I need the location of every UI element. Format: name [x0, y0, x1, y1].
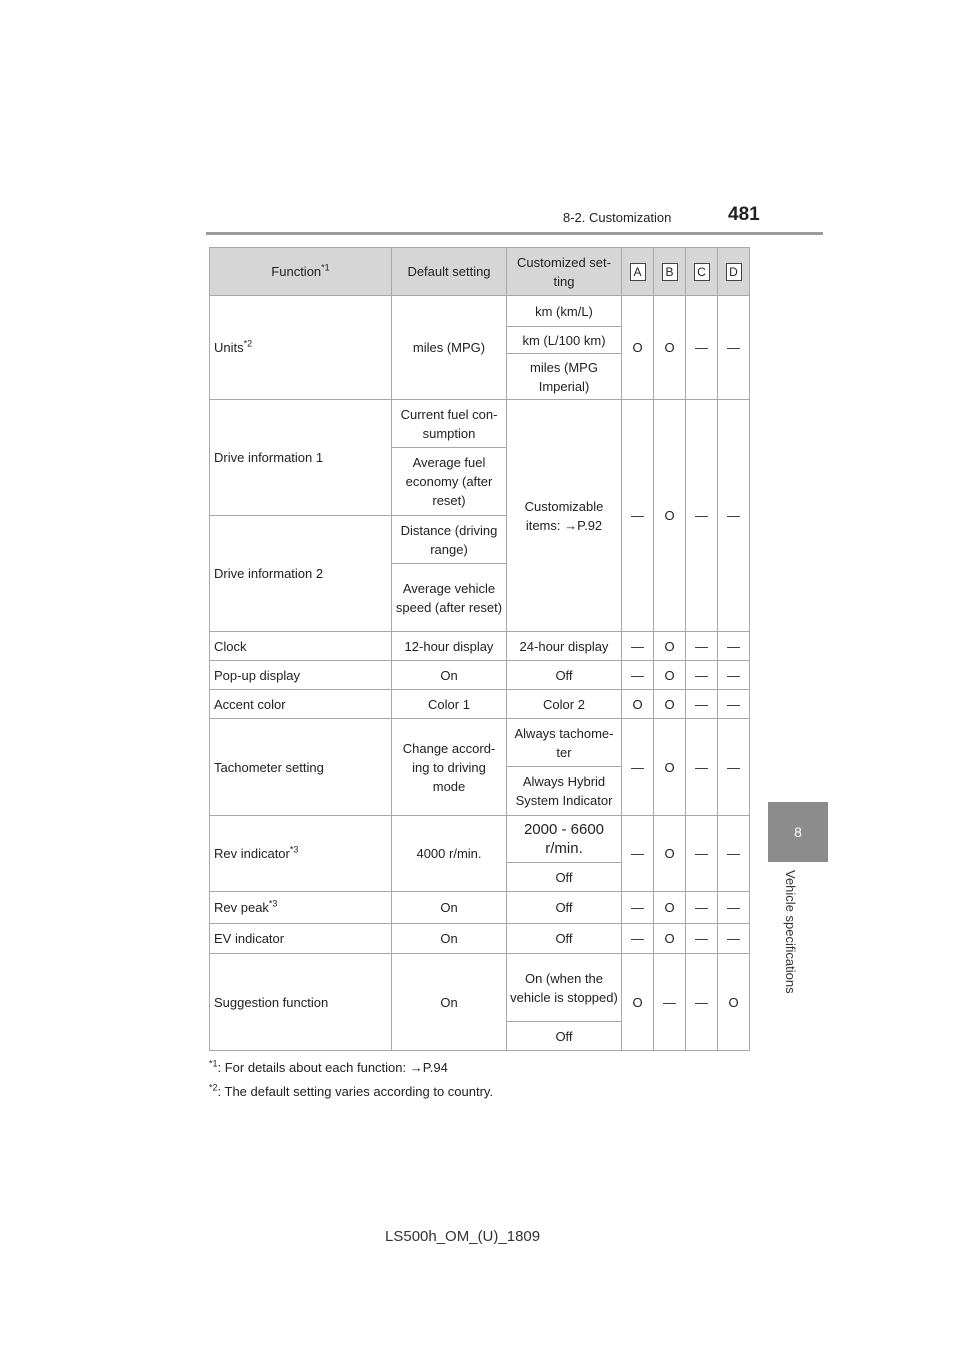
option: On (when the vehicle is stopped): [507, 954, 622, 1022]
chapter-title: [782, 870, 800, 1015]
option: km (km/L): [507, 296, 622, 327]
footnote-2: $^{*2}$: The default setting varies according to country.: [209, 1082, 494, 1099]
default-value: 12-hour display: [392, 632, 507, 661]
default-value: Average fuel economy (after reset): [392, 448, 507, 516]
default-value: 4000 r/min.: [392, 816, 507, 892]
table-row: Clock 12-hour display 24-hour display — O — —: [210, 632, 750, 661]
default-value: Color 1: [392, 690, 507, 719]
table-row: Tachometer setting Change accord-ing to driving mode Always tachome-ter — O — —: [210, 719, 750, 767]
row-label: Clock: [210, 632, 392, 661]
table-row: Drive information 1 Current fuel con-sumption Customizable items: →P.92 — O — —: [210, 400, 750, 448]
row-label: Rev peak$^{*3}$: [210, 892, 392, 924]
default-value: On: [392, 892, 507, 924]
footnotes: [209, 1060, 493, 1108]
header-customized: Customized set-ting: [507, 248, 622, 296]
row-label: Drive information 2: [210, 516, 392, 632]
page-number: 481: [728, 204, 760, 225]
header-b: B: [654, 248, 686, 296]
row-label: Rev indicator$^{*3}$: [210, 816, 392, 892]
option: km (L/100 km): [507, 327, 622, 354]
row-label: Tachometer setting: [210, 719, 392, 816]
table-row: Pop-up display On Off — O — —: [210, 661, 750, 690]
table-row: Accent color Color 1 Color 2 O O — —: [210, 690, 750, 719]
header-d: D: [718, 248, 750, 296]
option: Off: [507, 1022, 622, 1051]
option: Off: [507, 892, 622, 924]
table-row: EV indicator On Off — O — —: [210, 924, 750, 954]
option: 2000 - 6600 r/min.: [507, 816, 622, 863]
default-value: Change accord-ing to driving mode: [392, 719, 507, 816]
table-row: Rev indicator$^{*3}$ 4000 r/min. 2000 - 6600 r/min. — O — —: [210, 816, 750, 863]
option: Off: [507, 661, 622, 690]
chapter-number: 8: [794, 824, 802, 840]
table-row: Rev peak$^{*3}$ On Off — O — —: [210, 892, 750, 924]
option: Customizable items: →P.92: [507, 400, 622, 632]
default-value: On: [392, 924, 507, 954]
default-value: On: [392, 661, 507, 690]
default-value: On: [392, 954, 507, 1051]
header-c: C: [686, 248, 718, 296]
row-label: Accent color: [210, 690, 392, 719]
default-value: Current fuel con-sumption: [392, 400, 507, 448]
option: miles (MPG Imperial): [507, 354, 622, 400]
row-label: Pop-up display: [210, 661, 392, 690]
option: Always tachome-ter: [507, 719, 622, 767]
option: Color 2: [507, 690, 622, 719]
row-label: Drive information 1: [210, 400, 392, 516]
default-value: miles (MPG): [392, 296, 507, 400]
footnote-1: $^{*1}$: For details about each function: →P.94: [209, 1058, 448, 1075]
row-label: EV indicator: [210, 924, 392, 954]
row-label: Units$^{*2}$: [210, 296, 392, 400]
default-value: Average vehicle speed (after reset): [392, 564, 507, 632]
section-title: 8-2. Customization: [563, 210, 672, 225]
table-header-row: [210, 248, 750, 296]
option: Off: [507, 863, 622, 892]
header-a: A: [622, 248, 654, 296]
row-label: Suggestion function: [210, 954, 392, 1051]
header-default: Default setting: [392, 248, 507, 296]
header-divider: [206, 232, 823, 235]
header-function: Function$^{*1}$: [210, 248, 392, 296]
table-row: Units$^{*2}$ miles (MPG) km (km/L) O O — —: [210, 296, 750, 327]
chapter-title-text: Vehicle specifications: [783, 870, 798, 994]
option: 24-hour display: [507, 632, 622, 661]
option: Off: [507, 924, 622, 954]
customization-table: [209, 247, 750, 1051]
default-value: Distance (driving range): [392, 516, 507, 564]
table-row: Suggestion function On On (when the vehicle is stopped) O — — O: [210, 954, 750, 1022]
option: Always Hybrid System Indicator: [507, 767, 622, 816]
chapter-tab: [768, 802, 828, 862]
document-code: LS500h_OM_(U)_1809: [385, 1228, 541, 1245]
